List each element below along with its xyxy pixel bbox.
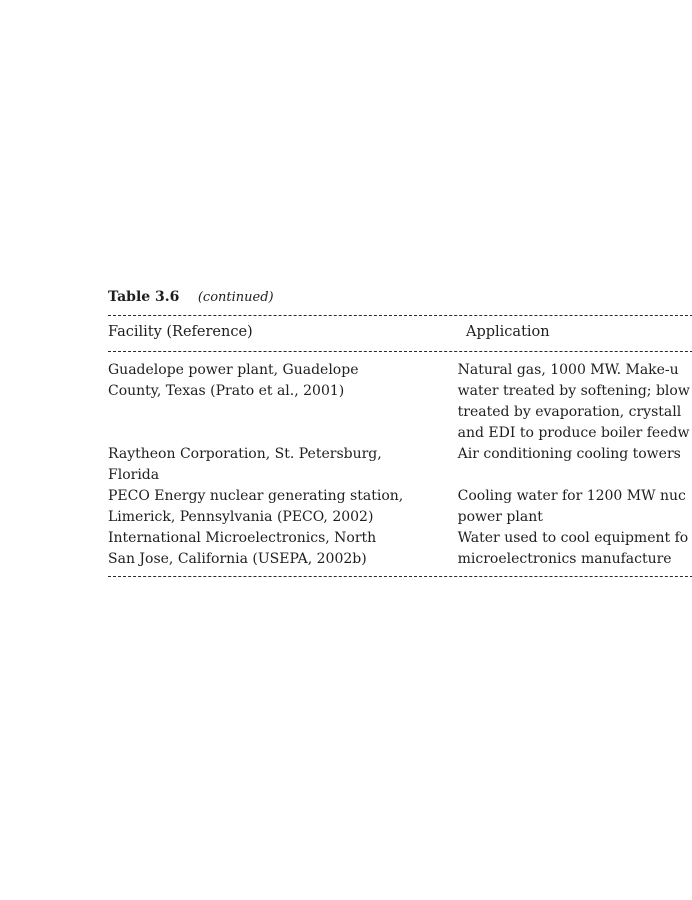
- application-cell: [458, 528, 692, 570]
- table-row: [0, 486, 692, 528]
- facility-line: San Jose, California (USEPA, 2002b): [108, 551, 367, 567]
- facility-line: PECO Energy nuclear generating station,: [108, 488, 404, 504]
- table-caption: [108, 289, 274, 305]
- application-line: treated by evaporation, crystall: [457, 404, 682, 420]
- facility-cell: [108, 360, 458, 444]
- application-line: Air conditioning cooling towers: [457, 446, 681, 462]
- header-application: Application: [466, 324, 550, 340]
- facility-line: Limerick, Pennsylvania (PECO, 2002): [108, 509, 374, 525]
- facility-line: Guadelope power plant, Guadelope: [108, 362, 359, 378]
- application-line: water treated by softening; blow: [457, 383, 690, 399]
- facility-cell: [108, 528, 458, 570]
- application-line: Natural gas, 1000 MW. Make-u: [457, 362, 679, 378]
- table-row: [0, 360, 692, 444]
- application-line: Water used to cool equipment fo: [457, 530, 689, 546]
- table-row: [0, 444, 692, 486]
- header-facility: Facility (Reference): [108, 324, 253, 340]
- application-cell: [458, 486, 692, 528]
- application-line: power plant: [457, 509, 543, 525]
- application-line: Cooling water for 1200 MW nuc: [457, 488, 686, 504]
- header-rule: [108, 351, 692, 352]
- top-rule: [108, 315, 692, 316]
- application-cell: [458, 444, 692, 486]
- application-line: and EDI to produce boiler feedw: [457, 425, 690, 441]
- bottom-rule: [108, 576, 692, 577]
- facility-line: Florida: [108, 467, 160, 483]
- application-cell: [458, 360, 692, 444]
- facility-line: Raytheon Corporation, St. Petersburg,: [108, 446, 382, 462]
- facility-cell: [108, 486, 458, 528]
- facility-line: County, Texas (Prato et al., 2001): [108, 383, 345, 399]
- application-line: microelectronics manufacture: [457, 551, 672, 567]
- table-label: Table 3.6: [108, 289, 180, 305]
- table-body: [0, 360, 692, 570]
- table-row: [0, 528, 692, 570]
- table-continued-note: (continued): [197, 290, 274, 305]
- facility-cell: [108, 444, 458, 486]
- facility-line: International Microelectronics, North: [108, 530, 377, 546]
